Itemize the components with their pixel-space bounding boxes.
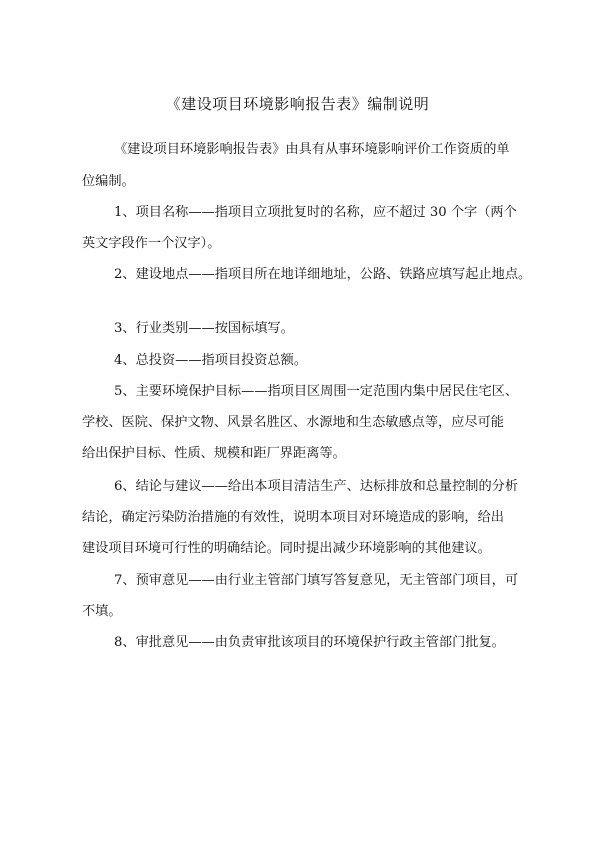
- item-7-line-2: 不填。: [82, 604, 122, 619]
- item-6-line-2: 结论，确定污染防治措施的有效性，说明本项目对环境造成的影响，给出: [82, 510, 504, 525]
- item-5-line-1: 5、主要环境保护目标——指项目区周围一定范围内集中居民住宅区、: [114, 384, 519, 399]
- item-6-line-1: 6、结论与建议——给出本项目清洁生产、达标排放和总量控制的分析: [114, 479, 519, 494]
- item-4-line-1: 4、总投资——指项目投资总额。: [114, 353, 308, 368]
- item-5-line-2: 学校、医院、保护文物、风景名胜区、水源地和生态敏感点等，应尽可能: [82, 415, 504, 430]
- item-7-line-1: 7、预审意见——由行业主管部门填写答复意见，无主管部门项目，可: [114, 573, 519, 588]
- item-3-line-1: 3、行业类别——按国标填写。: [114, 321, 294, 336]
- item-2-line-1: 2、建设地点——指项目所在地详细地址，公路、铁路应填写起止地点。: [114, 267, 532, 282]
- item-1-line-2: 英文字段作一个汉字）。: [82, 236, 221, 251]
- item-8-line-1: 8、审批意见——由负责审批该项目的环境保护行政主管部门批复。: [114, 635, 505, 650]
- intro-line-1: 《建设项目环境影响报告表》由具有从事环境影响评价工作资质的单: [114, 142, 510, 157]
- intro-line-2: 位编制。: [82, 174, 135, 189]
- document-title: 《建设项目环境影响报告表》编制说明: [165, 95, 430, 113]
- item-1-line-1: 1、项目名称——指项目立项批复时的名称，应不超过 30 个字（两个: [114, 205, 517, 220]
- item-5-line-3: 给出保护目标、性质、规模和距厂界距离等。: [82, 446, 346, 461]
- item-6-line-3: 建设项目环境可行性的明确结论。同时提出减少环境影响的其他建议。: [82, 541, 491, 556]
